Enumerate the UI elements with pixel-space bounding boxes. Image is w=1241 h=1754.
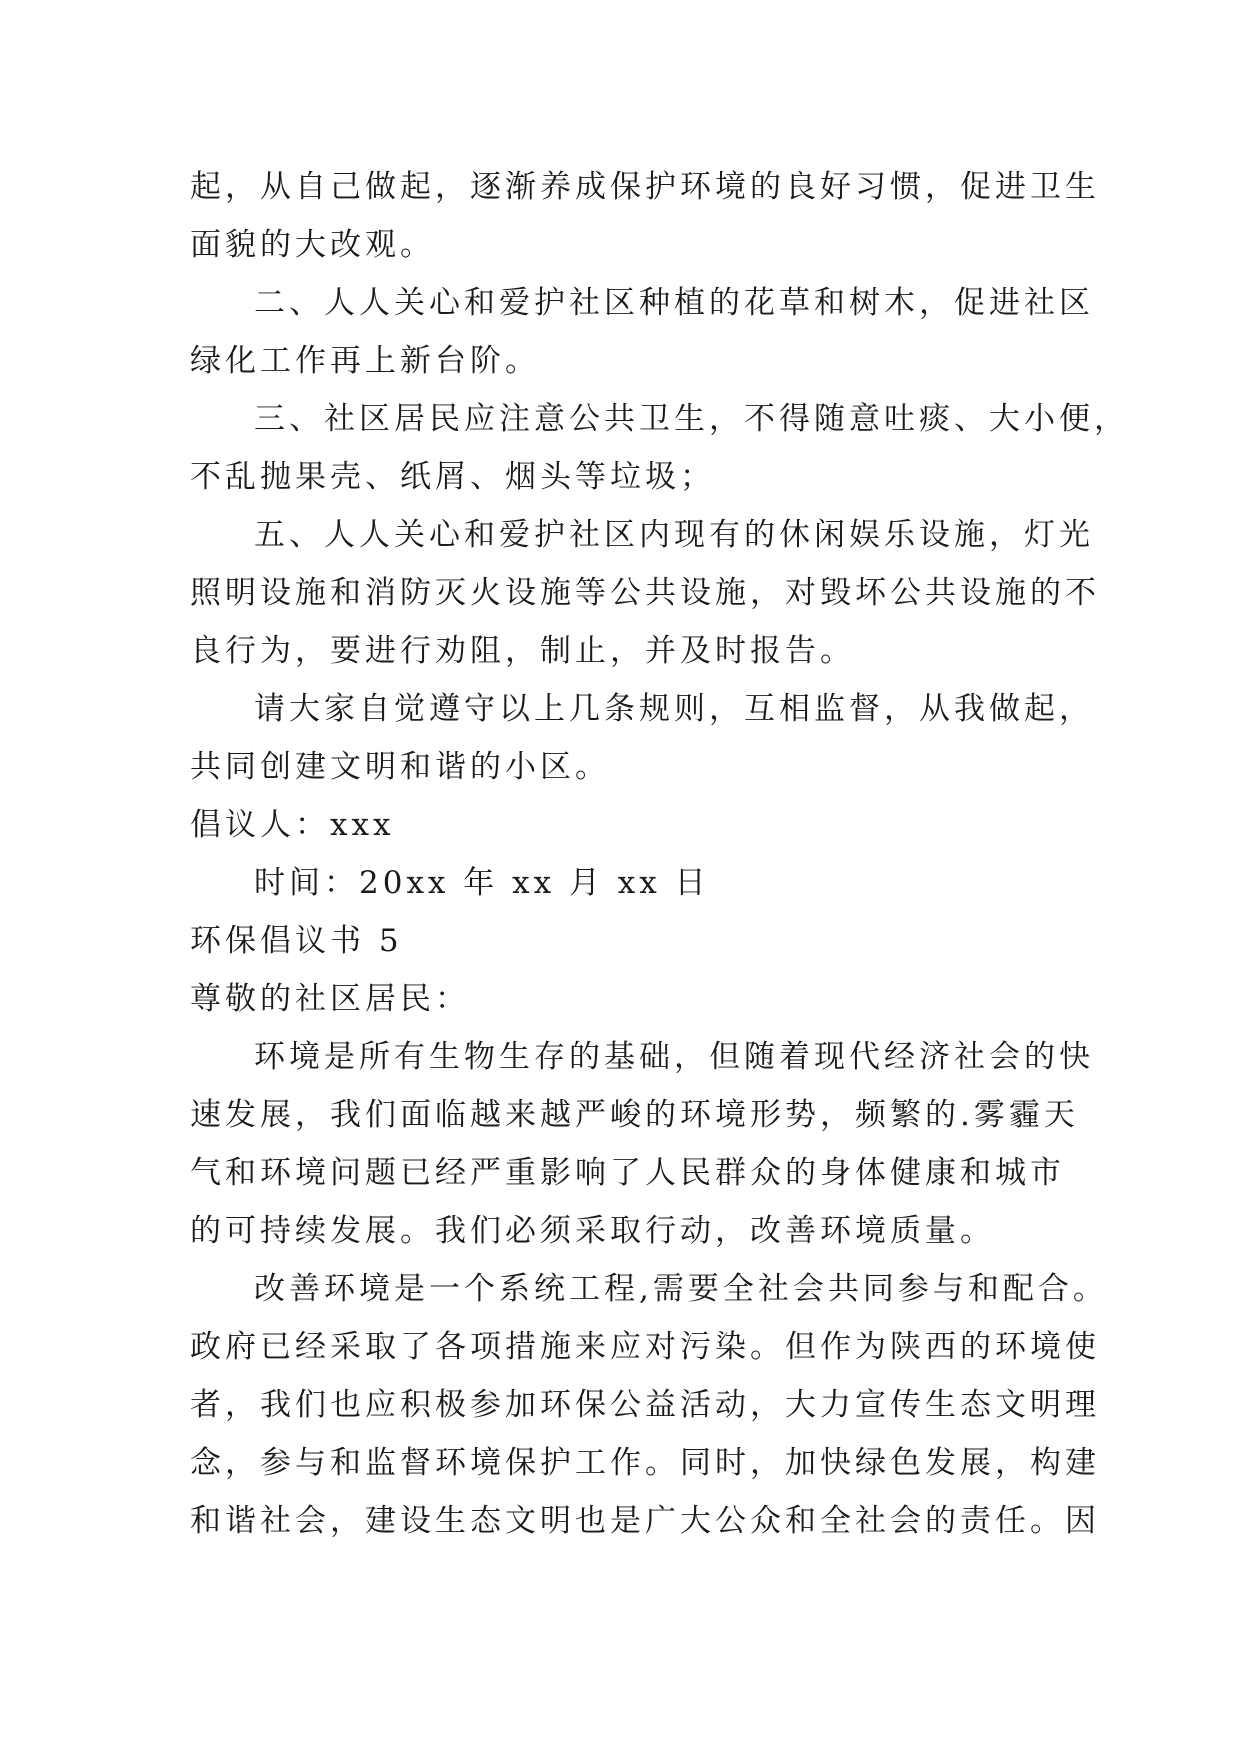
text-line: 不乱抛果壳、纸屑、烟头等垃圾； xyxy=(190,459,715,495)
text-line: 环境是所有生物生存的基础，但随着现代经济社会的快 xyxy=(254,1039,1094,1075)
text-line: 者，我们也应积极参加环保公益活动，大力宣传生态文明理 xyxy=(190,1387,1100,1423)
text-line: 的可持续发展。我们必须采取行动，改善环境质量。 xyxy=(190,1213,995,1249)
text-line: 速发展，我们面临越来越严峻的环境形势，频繁的.雾霾天 xyxy=(190,1097,1079,1133)
text-line: 起，从自己做起，逐渐养成保护环境的良好习惯，促进卫生 xyxy=(190,169,1100,205)
text-line: 和谐社会，建设生态文明也是广大公众和全社会的责任。因 xyxy=(190,1503,1100,1539)
text-line: 尊敬的社区居民： xyxy=(190,981,470,1017)
text-line: 良行为，要进行劝阻，制止，并及时报告。 xyxy=(190,633,855,669)
text-line: 气和环境问题已经严重影响了人民群众的身体健康和城市 xyxy=(190,1155,1065,1191)
text-line: 三、社区居民应注意公共卫生，不得随意吐痰、大小便， xyxy=(254,401,1129,437)
text-line: 二、人人关心和爱护社区种植的花草和树木，促进社区 xyxy=(254,285,1094,321)
text-line: 五、人人关心和爱护社区内现有的休闲娱乐设施，灯光 xyxy=(254,517,1094,553)
text-line: 照明设施和消防灭火设施等公共设施，对毁坏公共设施的不 xyxy=(190,575,1100,611)
text-line: 念，参与和监督环境保护工作。同时，加快绿色发展，构建 xyxy=(190,1445,1100,1481)
text-line: 绿化工作再上新台阶。 xyxy=(190,343,540,379)
document-body xyxy=(190,158,1129,1550)
text-line: 改善环境是一个系统工程,需要全社会共同参与和配合。 xyxy=(254,1271,1108,1307)
text-line: 面貌的大改观。 xyxy=(190,227,435,263)
text-line: 请大家自觉遵守以上几条规则，互相监督，从我做起， xyxy=(254,691,1094,727)
text-line: 共同创建文明和谐的小区。 xyxy=(190,749,610,785)
text-line: 倡议人：xxx xyxy=(190,807,395,843)
text-line: 环保倡议书 5 xyxy=(190,923,403,959)
text-line: 政府已经采取了各项措施来应对污染。但作为陕西的环境使 xyxy=(190,1329,1100,1365)
text-line: 时间：20xx 年 xx 月 xx 日 xyxy=(254,865,710,901)
